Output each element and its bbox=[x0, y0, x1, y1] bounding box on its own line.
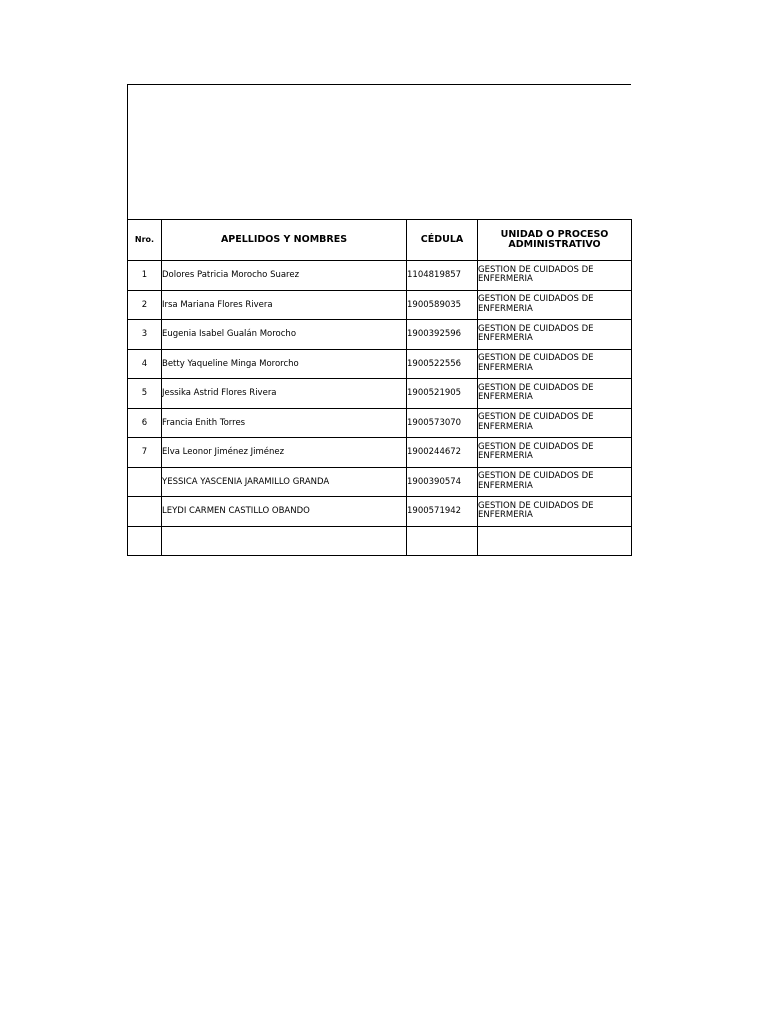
cell-cedula: 1900390574 bbox=[407, 467, 478, 497]
cell-unidad: GESTION DE CUIDADOS DE ENFERMERIA bbox=[478, 290, 632, 320]
table-row bbox=[128, 320, 632, 350]
cell-apellidos-nombres: Francia Enith Torres bbox=[162, 408, 407, 438]
header-nro: Nro. bbox=[128, 220, 162, 261]
cell-cedula bbox=[407, 526, 478, 556]
cell-unidad: GESTION DE CUIDADOS DE ENFERMERIA bbox=[478, 349, 632, 379]
table-row bbox=[128, 290, 632, 320]
cell-cedula: 1104819857 bbox=[407, 261, 478, 291]
cell-nro: 4 bbox=[128, 349, 162, 379]
cell-apellidos-nombres: Eugenia Isabel Gualán Morocho bbox=[162, 320, 407, 350]
cell-apellidos-nombres: Betty Yaqueline Minga Mororcho bbox=[162, 349, 407, 379]
document-page bbox=[127, 84, 631, 556]
header-cedula: CÉDULA bbox=[407, 220, 478, 261]
cell-unidad: GESTION DE CUIDADOS DE ENFERMERIA bbox=[478, 261, 632, 291]
cell-nro: 6 bbox=[128, 408, 162, 438]
cell-unidad: GESTION DE CUIDADOS DE ENFERMERIA bbox=[478, 438, 632, 468]
cell-apellidos-nombres: YESSICA YASCENIA JARAMILLO GRANDA bbox=[162, 467, 407, 497]
cell-unidad: GESTION DE CUIDADOS DE ENFERMERIA bbox=[478, 320, 632, 350]
cell-cedula: 1900244672 bbox=[407, 438, 478, 468]
cell-nro bbox=[128, 497, 162, 527]
table-row bbox=[128, 467, 632, 497]
cell-nro bbox=[128, 467, 162, 497]
header-apellidos-nombres: APELLIDOS Y NOMBRES bbox=[162, 220, 407, 261]
cell-apellidos-nombres: Irsa Mariana Flores Rivera bbox=[162, 290, 407, 320]
cell-nro: 1 bbox=[128, 261, 162, 291]
cell-unidad: GESTION DE CUIDADOS DE ENFERMERIA bbox=[478, 408, 632, 438]
cell-unidad: GESTION DE CUIDADOS DE ENFERMERIA bbox=[478, 467, 632, 497]
cell-cedula: 1900521905 bbox=[407, 379, 478, 409]
table-row bbox=[128, 408, 632, 438]
cell-apellidos-nombres: Elva Leonor Jiménez Jiménez bbox=[162, 438, 407, 468]
cell-nro bbox=[128, 526, 162, 556]
staff-table bbox=[127, 219, 632, 556]
cell-cedula: 1900573070 bbox=[407, 408, 478, 438]
table-row bbox=[128, 379, 632, 409]
table-body bbox=[128, 261, 632, 556]
cell-cedula: 1900571942 bbox=[407, 497, 478, 527]
cell-cedula: 1900589035 bbox=[407, 290, 478, 320]
cell-nro: 2 bbox=[128, 290, 162, 320]
cell-unidad: GESTION DE CUIDADOS DE ENFERMERIA bbox=[478, 379, 632, 409]
cell-apellidos-nombres: LEYDI CARMEN CASTILLO OBANDO bbox=[162, 497, 407, 527]
cell-unidad bbox=[478, 526, 632, 556]
cell-cedula: 1900522556 bbox=[407, 349, 478, 379]
table-row bbox=[128, 526, 632, 556]
table-header-row bbox=[128, 220, 632, 261]
cell-cedula: 1900392596 bbox=[407, 320, 478, 350]
table-row bbox=[128, 438, 632, 468]
cell-nro: 3 bbox=[128, 320, 162, 350]
cell-nro: 7 bbox=[128, 438, 162, 468]
cell-nro: 5 bbox=[128, 379, 162, 409]
table-row bbox=[128, 349, 632, 379]
table-row bbox=[128, 497, 632, 527]
header-unidad-proceso: UNIDAD O PROCESO ADMINISTRATIVO bbox=[478, 220, 632, 261]
cell-unidad: GESTION DE CUIDADOS DE ENFERMERIA bbox=[478, 497, 632, 527]
cell-apellidos-nombres: Dolores Patricia Morocho Suarez bbox=[162, 261, 407, 291]
cell-apellidos-nombres: Jessika Astrid Flores Rivera bbox=[162, 379, 407, 409]
cell-apellidos-nombres bbox=[162, 526, 407, 556]
table-row bbox=[128, 261, 632, 291]
blank-header-area bbox=[127, 84, 631, 219]
